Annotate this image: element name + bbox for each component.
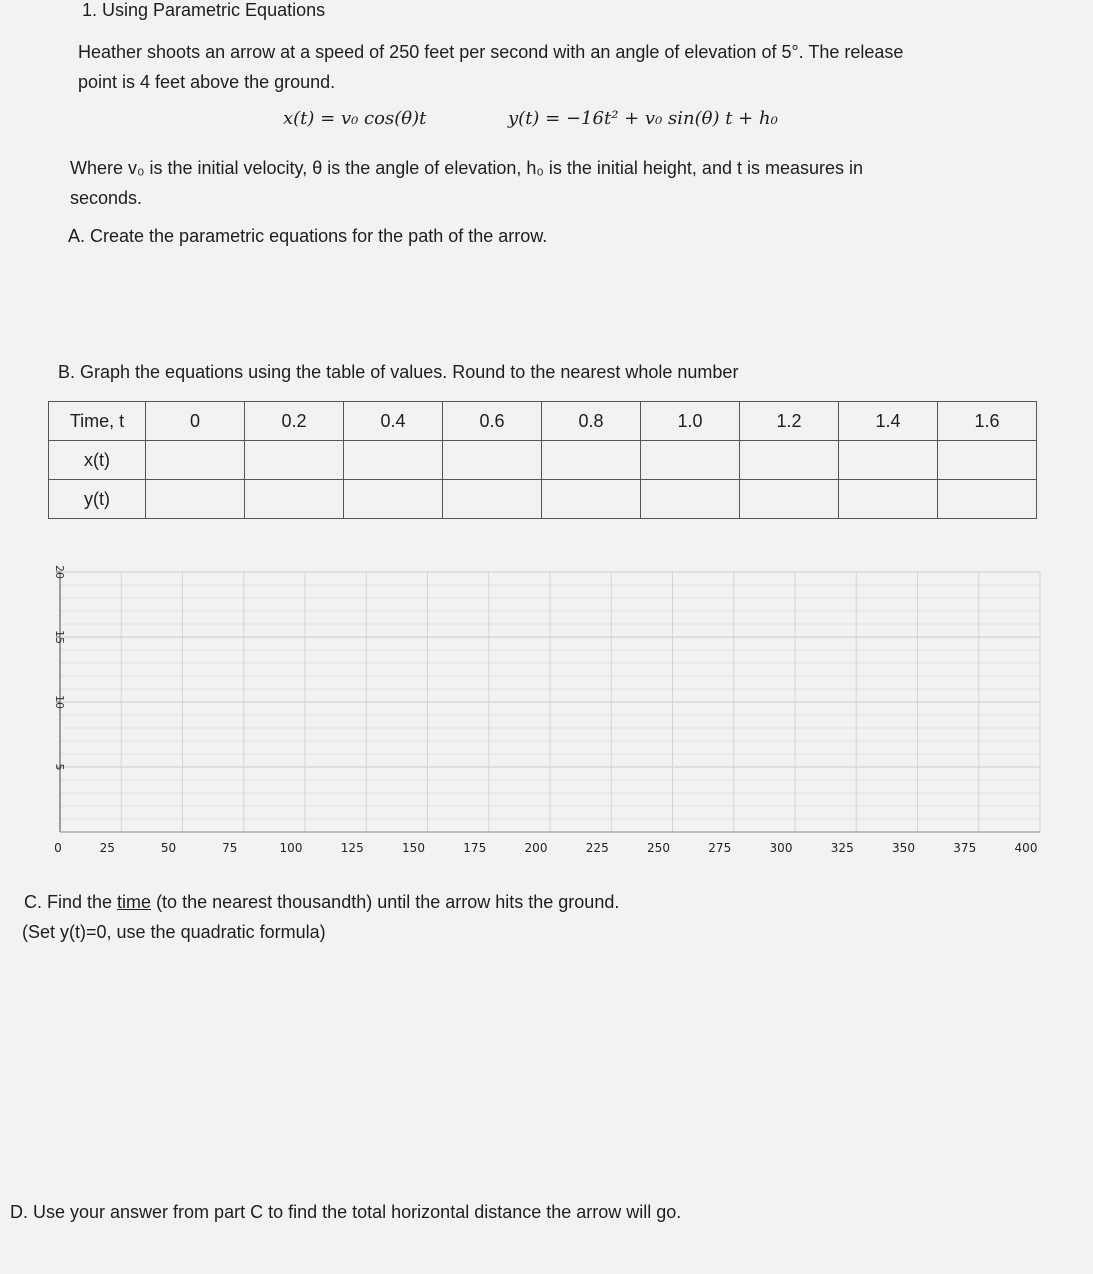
part-c-underlined-word: time (117, 892, 152, 912)
equation-y: y(t) = −16t² + v₀ sin(θ) t + h₀ (508, 108, 778, 129)
y-value-cell[interactable] (443, 480, 542, 519)
x-row-label: x(t) (49, 441, 146, 480)
y-value-cell[interactable] (245, 480, 344, 519)
time-cell: 0.8 (542, 402, 641, 441)
where-line1: Where v₀ is the initial velocity, θ is the angle of elevation, h₀ is the initial height, and t is measures in (70, 158, 864, 178)
x-tick-label: 225 (585, 841, 609, 855)
x-value-cell[interactable] (344, 441, 443, 480)
x-tick-label: 75 (222, 841, 238, 855)
x-tick-label: 175 (463, 841, 487, 855)
table-header-row (49, 402, 1037, 441)
y-value-cell[interactable] (542, 480, 641, 519)
x-tick-label: 400 (1014, 841, 1038, 855)
y-tick-label: 15 (53, 630, 66, 644)
time-cell: 1.6 (938, 402, 1037, 441)
y-value-cell[interactable] (146, 480, 245, 519)
x-tick-label: 325 (830, 841, 854, 855)
y-tick-label: 10 (53, 695, 66, 709)
x-tick-label: 100 (279, 841, 303, 855)
time-cell: 1.2 (740, 402, 839, 441)
part-c-hint: (Set y(t)=0, use the quadratic formula) (22, 922, 326, 942)
problem-intro-line1: Heather shoots an arrow at a speed of 250 feet per second with an angle of elevation of 5°. The release (78, 42, 904, 62)
part-c-prefix: C. Find the (24, 892, 118, 912)
table-row-x (49, 441, 1037, 480)
y-value-cell[interactable] (740, 480, 839, 519)
problem-intro-line2: point is 4 feet above the ground. (78, 72, 336, 92)
x-tick-label: 350 (892, 841, 915, 855)
x-value-cell[interactable] (245, 441, 344, 480)
x-tick-label: 200 (524, 841, 548, 855)
x-value-cell[interactable] (641, 441, 740, 480)
time-cell: 1.4 (839, 402, 938, 441)
x-tick-label: 150 (402, 841, 425, 855)
equation-x: x(t) = v₀ cos(θ)t (283, 108, 427, 129)
y-value-cell[interactable] (641, 480, 740, 519)
y-tick-label: 5 (53, 763, 66, 771)
table-header-label: Time, t (49, 402, 146, 441)
x-tick-label: 275 (708, 841, 732, 855)
part-c-suffix: (to the nearest thousandth) until the arrow hits the ground. (151, 892, 620, 912)
x-value-cell[interactable] (839, 441, 938, 480)
time-cell: 0.6 (443, 402, 542, 441)
x-tick-label: 50 (160, 841, 177, 855)
x-tick-label: 300 (769, 841, 793, 855)
time-cell: 1.0 (641, 402, 740, 441)
x-tick-label: 250 (647, 841, 670, 855)
x-value-cell[interactable] (542, 441, 641, 480)
y-value-cell[interactable] (839, 480, 938, 519)
part-a-prompt: A. Create the parametric equations for the path of the arrow. (68, 226, 548, 246)
y-value-cell[interactable] (938, 480, 1037, 519)
time-cell: 0 (146, 402, 245, 441)
y-tick-label: 20 (53, 565, 66, 579)
x-value-cell[interactable] (146, 441, 245, 480)
time-cell: 0.4 (344, 402, 443, 441)
coordinate-grid (20, 560, 1080, 870)
problem-title: 1. Using Parametric Equations (82, 0, 326, 20)
x-tick-label: 125 (340, 841, 364, 855)
x-value-cell[interactable] (443, 441, 542, 480)
x-tick-label: 25 (99, 841, 115, 855)
where-line2: seconds. (70, 188, 143, 208)
time-cell: 0.2 (245, 402, 344, 441)
x-tick-label: 375 (953, 841, 977, 855)
table-row-y (49, 480, 1037, 519)
part-c-prompt (24, 886, 619, 918)
y-row-label: y(t) (49, 480, 146, 519)
y-value-cell[interactable] (344, 480, 443, 519)
part-d-prompt: D. Use your answer from part C to find the total horizontal distance the arrow will go. (10, 1202, 682, 1222)
x-value-cell[interactable] (740, 441, 839, 480)
x-tick-label: 0 (54, 841, 62, 855)
values-table (48, 401, 1037, 519)
x-value-cell[interactable] (938, 441, 1037, 480)
part-b-prompt: B. Graph the equations using the table of values. Round to the nearest whole number (58, 362, 739, 382)
